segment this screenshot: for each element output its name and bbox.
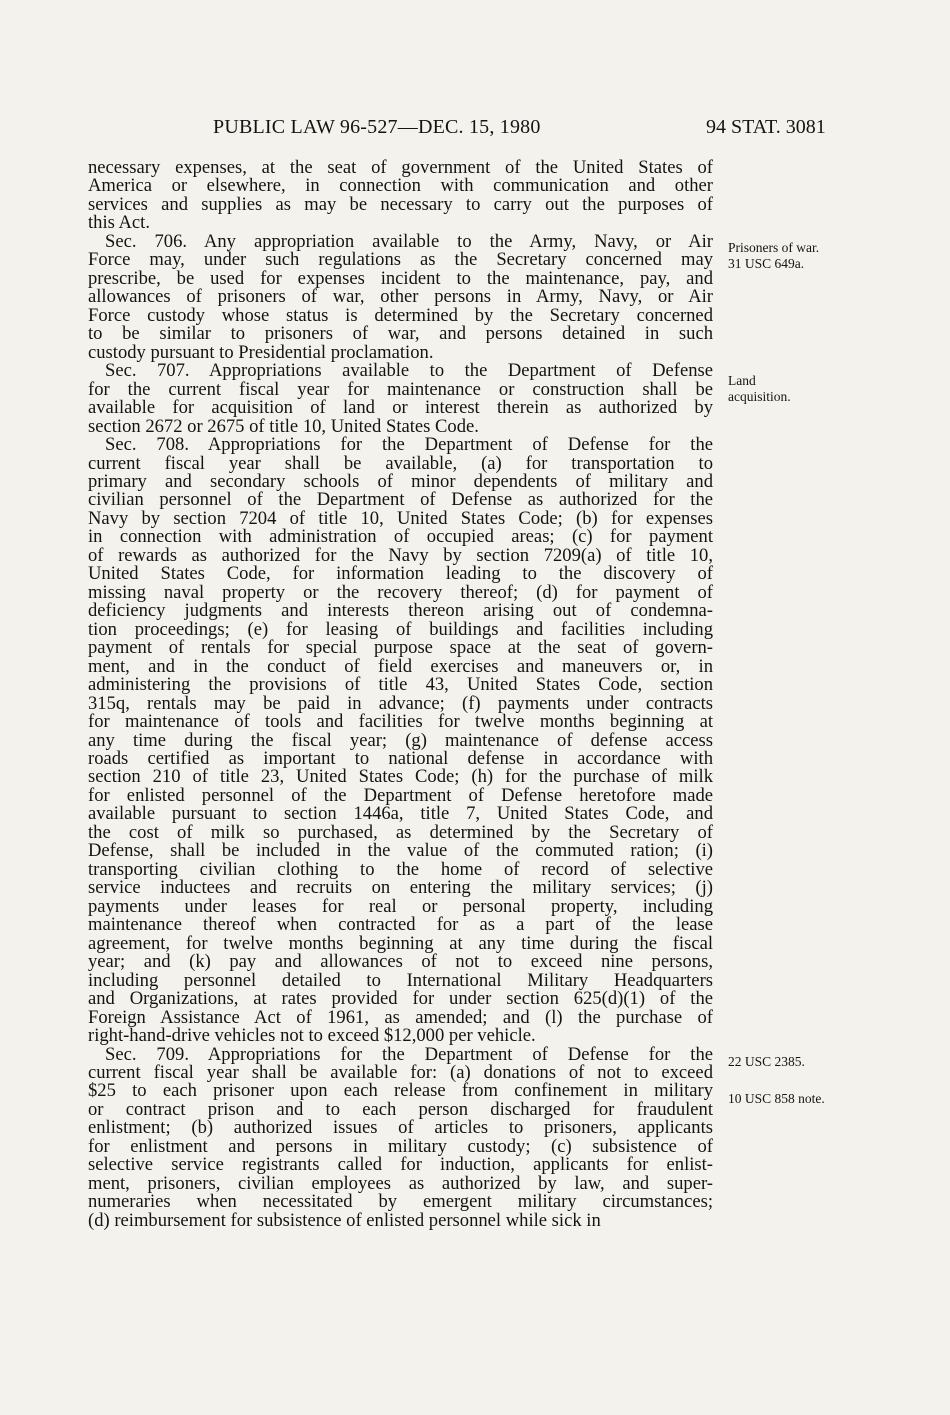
body-line: and Organizations, at rates provided for under section 625(d)(1) of the [88,990,713,1009]
body-line: numeraries when necessitated by emergent military circumstances; [88,1193,713,1212]
body-line: ment, and in the conduct of field exercises and maneuvers or, in [88,657,713,677]
body-line: for enlisted personnel of the Department of Defense heretofore made [88,786,713,806]
body-line: section 210 of title 23, United States Code; (h) for the purchase of milk [88,768,713,787]
body-line: Sec. 708. Appropriations for the Department of Defense for the [105,436,713,455]
body-line: transporting civilian clothing to the home of record of selective [88,860,713,880]
body-line: Sec. 707. Appropriations available to the Department of Defense [105,362,713,381]
statute-page-number: 94 STAT. 3081 [706,116,826,138]
body-line: for maintenance of tools and facilities for twelve months beginning at [88,713,713,732]
body-line: $25 to each prisoner upon each release from confinement in military [88,1082,713,1101]
statute-body-text [88,159,713,1230]
body-line: (d) reimbursement for subsistence of enlisted personnel while sick in [88,1211,601,1231]
body-line: Navy by section 7204 of title 10, United States Code; (b) for expenses [88,509,713,529]
body-line: primary and secondary schools of minor dependents of military and [88,472,713,492]
body-line: year; and (k) pay and allowances of not to exceed nine persons, [88,953,713,972]
body-line: of rewards as authorized for the Navy by section 7209(a) of title 10, [88,546,713,566]
body-line: available pursuant to section 1446a, title 7, United States Code, and [88,805,713,824]
body-line: any time during the fiscal year; (g) maintenance of defense access [88,731,713,750]
body-line: custody pursuant to Presidential proclamation. [88,343,434,363]
body-line: Sec. 709. Appropriations for the Department of Defense for the [105,1045,713,1064]
body-line: Defense, shall be included in the value of the commuted ration; (i) [88,842,713,861]
body-line: civilian personnel of the Department of Defense as authorized for the [88,491,713,510]
body-line: or contract prison and to each person discharged for fraudulent [88,1100,713,1120]
body-line: the cost of milk so purchased, as determined by the Secretary of [88,823,713,843]
body-line: agreement, for twelve months beginning at any time during the fiscal [88,934,713,954]
body-line: missing naval property or the recovery thereof; (d) for payment of [88,583,713,603]
body-line: selective service registrants called for induction, applicants for enlist- [88,1156,713,1175]
body-line: Force custody whose status is determined by the Secretary concerned [88,306,713,326]
body-line: ment, prisoners, civilian employees as authorized by law, and super- [88,1174,713,1194]
running-head-title: PUBLIC LAW 96-527—DEC. 15, 1980 [213,116,541,138]
body-line: payments under leases for real or personal property, including [88,897,713,917]
body-line: deficiency judgments and interests thereon arising out of condemna- [88,602,713,621]
body-line: Force may, under such regulations as the Secretary concerned may [88,251,713,270]
body-line: prescribe, be used for expenses incident to the maintenance, pay, and [88,269,713,289]
body-line: tion proceedings; (e) for leasing of buildings and facilities including [88,620,713,640]
body-line: current fiscal year shall be available for: (a) donations of not to exceed [88,1063,713,1083]
body-line: 315q, rentals may be paid in advance; (f) payments under contracts [88,694,713,714]
margin-note: 22 USC 2385. [728,1054,805,1069]
body-line: current fiscal year shall be available, (a) for transportation to [88,454,713,473]
margin-note: Prisoners of war. [728,240,820,255]
body-line: available for acquisition of land or interest therein as authorized by [88,399,713,418]
body-line: this Act. [88,214,150,233]
margin-note: acquisition. [728,389,791,404]
body-line: section 2672 or 2675 of title 10, United States Code. [88,417,479,437]
body-line: service inductees and recruits on entering the military services; (j) [88,879,713,898]
body-line: United States Code, for information leading to the discovery of [88,565,713,584]
body-line: for enlistment and persons in military custody; (c) subsistence of [88,1137,713,1157]
body-line: for the current fiscal year for maintenance or construction shall be [88,380,713,400]
body-line: to be similar to prisoners of war, and persons detained in such [88,325,713,344]
margin-note: 10 USC 858 note. [728,1091,825,1106]
body-line: roads certified as important to national defense in accordance with [88,750,713,769]
body-line: Sec. 706. Any appropriation available to the Army, Navy, or Air [105,232,713,252]
body-line: enlistment; (b) authorized issues of articles to prisoners, applicants [88,1119,713,1138]
body-line: administering the provisions of title 43, United States Code, section [88,676,713,695]
body-line: payment of rentals for special purpose space at the seat of govern- [88,639,713,658]
margin-note: Land [728,373,756,388]
body-line: including personnel detailed to International Military Headquarters [88,971,713,991]
body-line: in connection with administration of occupied areas; (c) for payment [88,528,713,547]
body-line: right-hand-drive vehicles not to exceed $12,000 per vehicle. [88,1027,536,1046]
body-line: allowances of prisoners of war, other persons in Army, Navy, or Air [88,288,713,307]
margin-note: 31 USC 649a. [728,256,805,271]
body-line: necessary expenses, at the seat of government of the United States of [88,159,713,178]
body-line: Foreign Assistance Act of 1961, as amended; and (l) the purchase of [88,1008,713,1028]
body-line: maintenance thereof when contracted for as a part of the lease [88,916,713,935]
body-line: services and supplies as may be necessary to carry out the purposes of [88,195,713,215]
body-line: America or elsewhere, in connection with communication and other [88,177,713,196]
